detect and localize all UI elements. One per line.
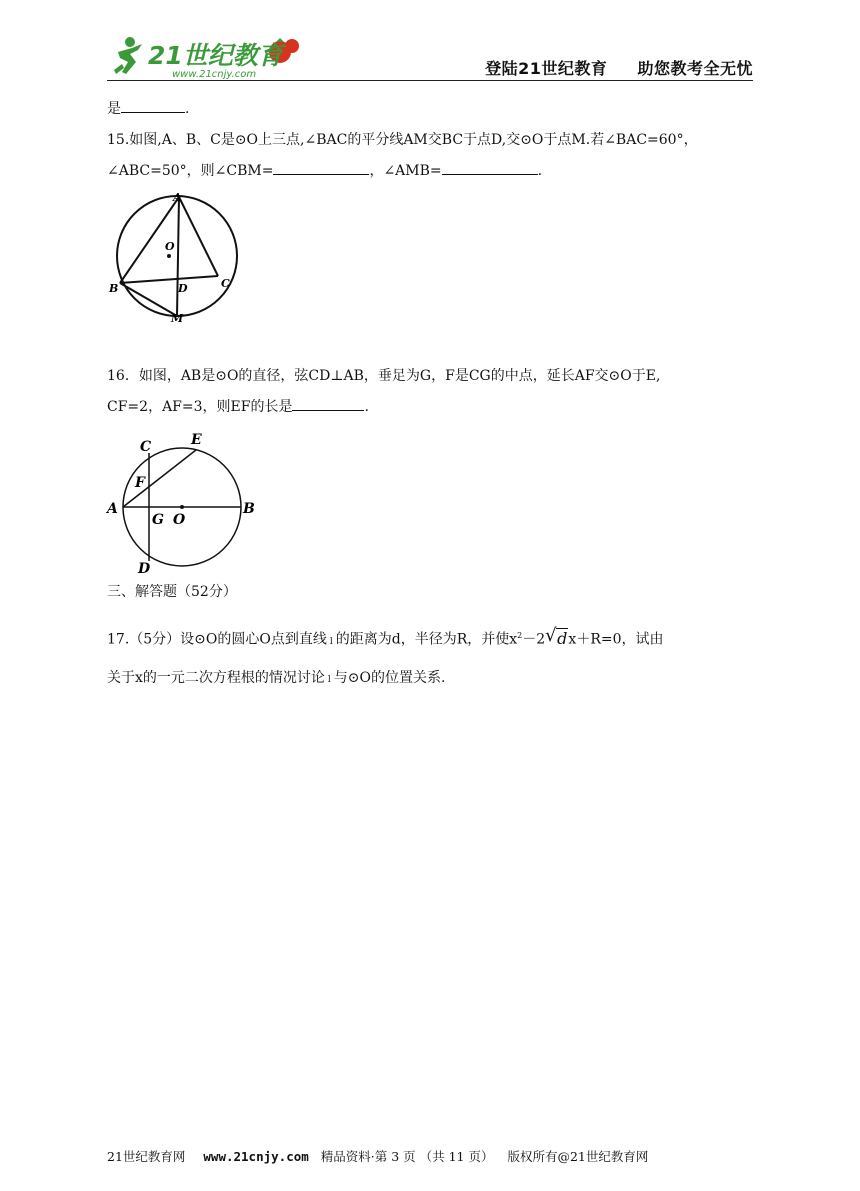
q15-label-a: A (173, 191, 182, 204)
q15-label-c: C (221, 277, 230, 290)
q14-suffix: . (185, 101, 190, 117)
q17-text-e: 关于x的一元二次方程根的情况讨论 (107, 670, 325, 686)
q16-text-a: CF=2，AF=3，则EF的长是 (107, 399, 293, 415)
q15-label-d: D (178, 282, 188, 295)
footer-website[interactable]: www.21cnjy.com (203, 1149, 309, 1164)
q17-text-c: －2 (522, 631, 546, 648)
q15-figure (105, 190, 245, 325)
q15-amb-blank[interactable] (442, 160, 538, 175)
q16-label-g: G (152, 512, 164, 528)
q16-center-dot (180, 505, 184, 509)
q16-label-o: O (173, 512, 186, 528)
footer-left: 21世纪教育网 (107, 1149, 186, 1164)
q14-answer-blank[interactable] (121, 98, 185, 113)
q16-label-c: C (140, 439, 152, 455)
q17-line-symbol-2: l (327, 675, 331, 685)
q16-label-f: F (135, 475, 145, 491)
page-footer (107, 1147, 648, 1165)
q17-line1 (107, 626, 664, 652)
q14-prefix: 是 (107, 101, 121, 117)
q16-label-a: A (107, 501, 118, 517)
q17-text-f: 与⊙O的位置关系. (333, 670, 446, 686)
q15-center-dot (167, 254, 171, 258)
q17-text-b: 的距离为d，半径为R，并使x (335, 631, 518, 648)
q17-text-a: 17.（5分）设⊙O的圆心O点到直线 (107, 631, 327, 648)
q16-line1: 16．如图，AB是⊙O的直径，弦CD⊥AB，垂足为G，F是CG的中点，延长AF交⊙O于E, (107, 368, 661, 384)
runner-icon (114, 37, 142, 74)
q16-ef-blank[interactable] (292, 396, 364, 411)
logo-text: 21世纪教育 (148, 41, 283, 70)
q15-label-o: O (165, 240, 175, 253)
footer-page-info: 精品资料·第 3 页 （共 11 页） (320, 1149, 494, 1164)
footer-copyright: 版权所有@21世纪教育网 (507, 1149, 649, 1164)
q15-label-m: M (171, 312, 184, 325)
q16-label-b: B (243, 501, 255, 517)
section3-title: 三、解答题（52分） (107, 584, 237, 600)
q17-exponent: 2 (517, 631, 523, 640)
header-divider (107, 80, 753, 81)
q15-text-b: ，∠AMB= (369, 163, 442, 179)
logo-url: www.21cnjy.com (172, 69, 257, 80)
q17-line-symbol: l (329, 636, 333, 647)
q15-text-a: ∠ABC=50°，则∠CBM= (107, 163, 274, 179)
q16-line2 (107, 396, 369, 417)
q15-line2 (107, 160, 542, 181)
q17-line2 (107, 668, 445, 690)
slogan-right: 助您教考全无忧 (637, 59, 753, 78)
slogan-left: 登陆21世纪教育 (485, 59, 608, 78)
q15-line1: 15.如图,A、B、C是⊙O上三点,∠BAC的平分线AM交BC于点D,交⊙O于点M.若∠BAC=60°， (107, 132, 698, 148)
q14-tail (107, 98, 189, 119)
header-slogan (485, 56, 753, 79)
q15-cbm-blank[interactable] (273, 160, 369, 175)
site-logo[interactable] (108, 30, 308, 84)
q16-text-b: . (364, 399, 369, 415)
q16-label-e: E (191, 432, 202, 448)
q17-text-d: x＋R=0，试由 (568, 631, 664, 648)
q16-figure (104, 425, 264, 575)
q15-label-b: B (109, 282, 119, 295)
q17-sqrt (545, 629, 568, 650)
q16-label-d: D (138, 561, 151, 575)
q15-text-c: . (537, 163, 543, 179)
q17-radicand: d (557, 628, 568, 648)
